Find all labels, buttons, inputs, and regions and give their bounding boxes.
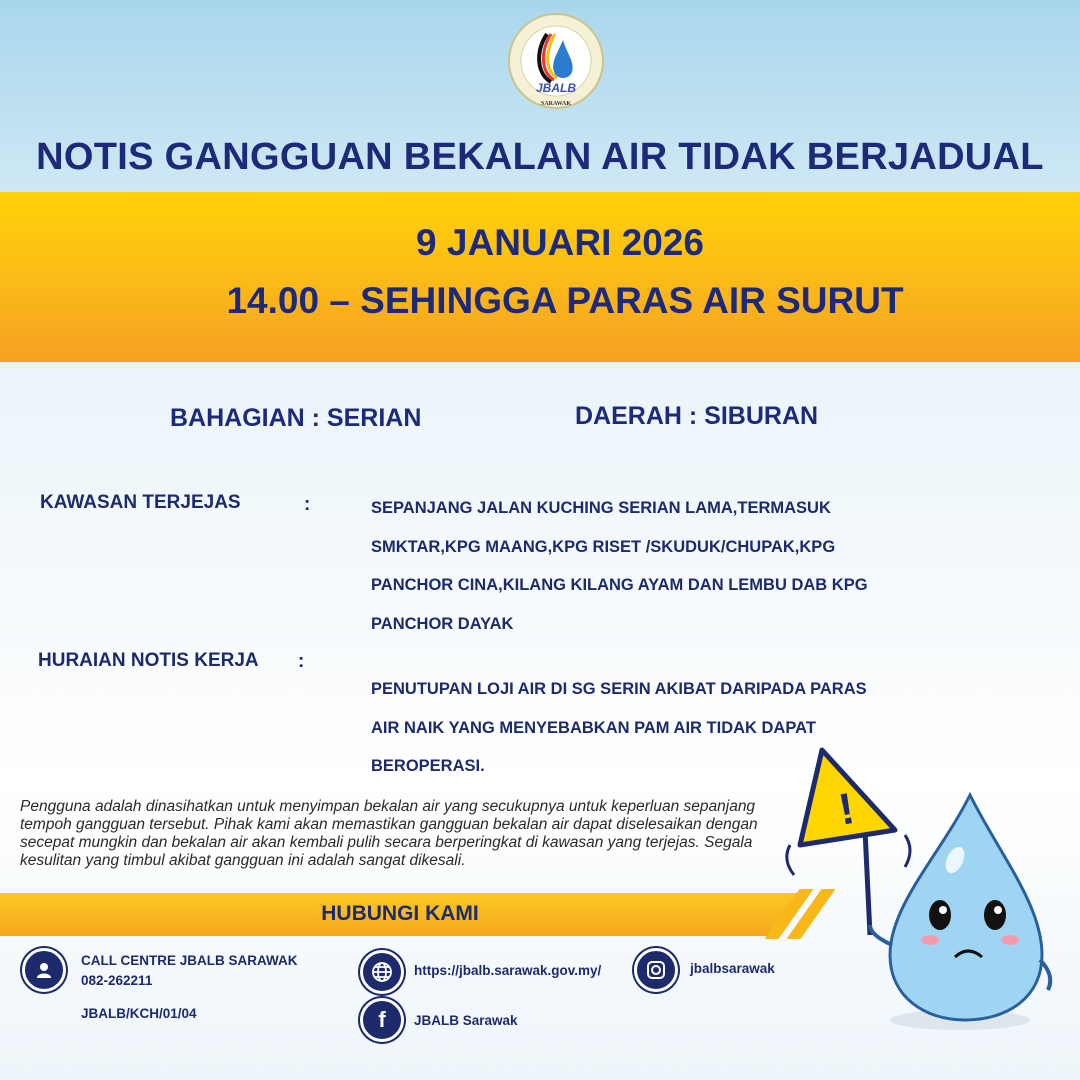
- kawasan-line: SMKTAR,KPG MAANG,KPG RISET /SKUDUK/CHUPAK,KPG: [371, 537, 836, 556]
- water-drop-mascot: [770, 735, 1070, 1045]
- contact-heading: HUBUNGI KAMI: [321, 902, 479, 925]
- call-centre: [81, 951, 298, 991]
- huraian-line: BEROPERASI.: [371, 757, 485, 775]
- instagram-icon: [634, 948, 678, 992]
- kawasan-colon: :: [304, 494, 311, 515]
- kawasan-list: [371, 489, 931, 643]
- notice-title: NOTIS GANGGUAN BEKALAN AIR TIDAK BERJADUAL: [36, 136, 1044, 178]
- huraian-line: PENUTUPAN LOJI AIR DI SG SERIN AKIBAT DARIPADA PARAS: [371, 680, 867, 698]
- phone-number[interactable]: 082-262211: [81, 973, 153, 988]
- bahagian: BAHAGIAN : SERIAN: [170, 404, 422, 432]
- kawasan-line: SEPANJANG JALAN KUCHING SERIAN LAMA,TERMASUK: [371, 499, 831, 517]
- notice-time: 14.00 – SEHINGGA PARAS AIR SURUT: [226, 280, 904, 321]
- svg-text:SARAWAK: SARAWAK: [540, 101, 572, 107]
- huraian-line: AIR NAIK YANG MENYEBABKAN PAM AIR TIDAK DAPAT: [371, 718, 816, 737]
- notice-date: 9 JANUARI 2026: [416, 222, 704, 263]
- facebook-icon: f: [360, 998, 404, 1042]
- globe-icon: [360, 950, 404, 994]
- instagram-link[interactable]: jbalbsarawak: [690, 961, 775, 976]
- user-icon: [22, 948, 66, 992]
- svg-text:!: !: [834, 783, 858, 835]
- jbalb-logo: [507, 12, 605, 110]
- facebook-link[interactable]: JBALB Sarawak: [414, 1013, 518, 1028]
- date-banner: [0, 192, 1080, 362]
- call-centre-name: CALL CENTRE JBALB SARAWAK: [81, 953, 298, 968]
- kawasan-line: PANCHOR DAYAK: [371, 614, 514, 633]
- website-link[interactable]: https://jbalb.sarawak.gov.my/: [414, 963, 602, 978]
- advisory-text: Pengguna adalah dinasihatkan untuk menyimpan bekalan air yang secukupnya untuk keperluan sepanjang tempoh gangguan tersebut. Pihak kami akan memastikan gangguan bekalan air dapat diselesaikan dengan secepat mungkin dan bekalan air akan kembali pulih secara berperingkat di kawasan yang terjejas. Segala kesulitan yang timbul akibat gangguan ini adalah sangat dikesali.: [20, 798, 758, 869]
- kawasan-label: KAWASAN TERJEJAS: [40, 492, 241, 513]
- daerah: DAERAH : SIBURAN: [575, 402, 819, 430]
- huraian-label: HURAIAN NOTIS KERJA: [38, 650, 259, 671]
- reference-number: JBALB/KCH/01/04: [81, 1006, 197, 1021]
- svg-text:JBALB: JBALB: [535, 81, 577, 95]
- huraian-colon: :: [298, 651, 305, 672]
- kawasan-line: PANCHOR CINA,KILANG KILANG AYAM DAN LEMBU DAB KPG: [371, 576, 868, 594]
